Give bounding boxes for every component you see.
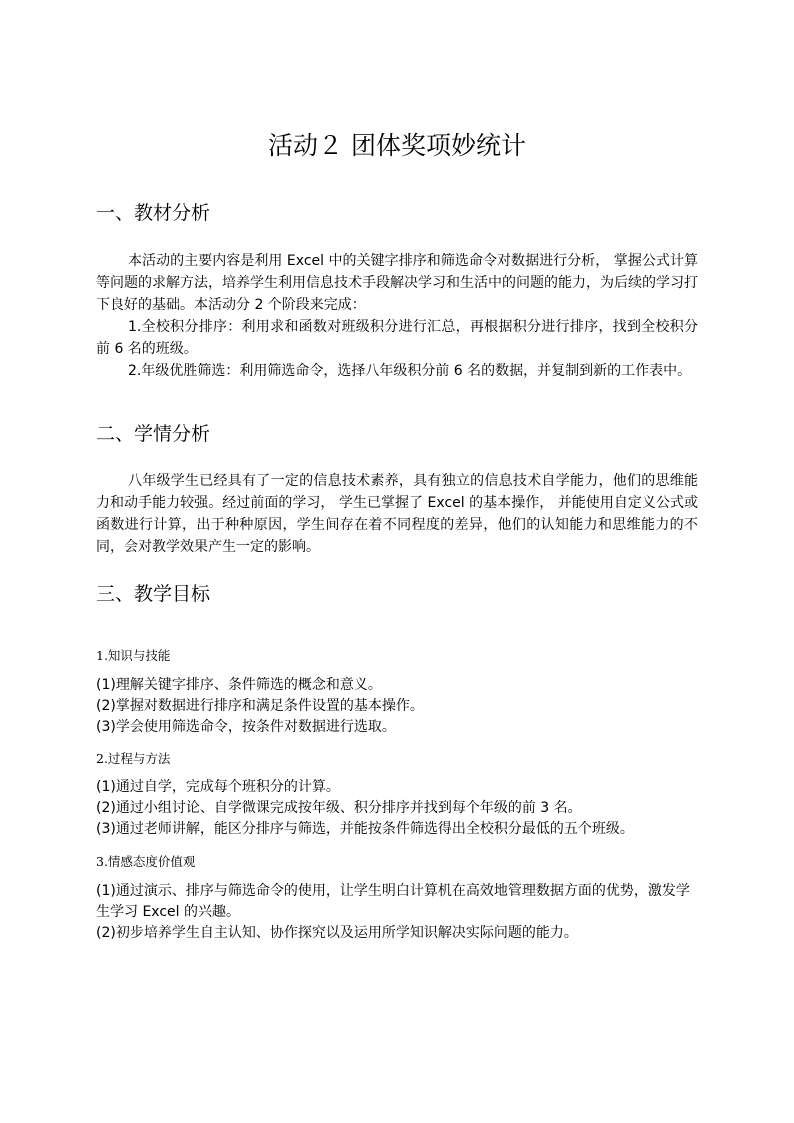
subsection-label-process-methods: 2.过程与方法 [96, 751, 171, 766]
list-item: (3)通过老师讲解，能区分排序与筛选，并能按条件筛选得出全校积分最低的五个班级。 [96, 821, 634, 837]
list-item: (1)通过演示、排序与筛选命令的使用，让学生明白计算机在高效地管理数据方面的优势，激发学生学习 Excel 的兴趣。 [96, 883, 690, 920]
section-body-student-analysis [96, 470, 698, 558]
goal-list-knowledge-skills [96, 675, 700, 738]
document-title: 活动２ 团体奖项妙统计 [268, 131, 526, 160]
paragraph: 2.年级优胜筛选：利用筛选命令，选择八年级积分前 6 名的数据，并复制到新的工作表中。 [128, 363, 692, 379]
list-item: (3)学会使用筛选命令，按条件对数据进行选取。 [96, 719, 396, 735]
section-heading-teaching-goals: 三、教学目标 [96, 583, 211, 605]
goal-list-process-methods [96, 777, 700, 840]
section-body-textbook-analysis [96, 250, 698, 382]
list-item: (1)理解关键字排序、条件筛选的概念和意义。 [96, 677, 382, 693]
section-heading-student-analysis: 二、学情分析 [96, 423, 211, 445]
subsection-label-emotional-values: 3.情感态度价值观 [96, 854, 196, 869]
section-heading-textbook-analysis: 一、教材分析 [96, 202, 211, 224]
paragraph: 本活动的主要内容是利用 Excel 中的关键字排序和筛选命令对数据进行分析， 掌握公式计算等问题的求解方法，培养学生利用信息技术手段解决学习和生活中的问题的能力，为后续的学习打下良好的基础。本活动分 2 个阶段来完成： [96, 253, 698, 313]
list-item: (1)通过自学，完成每个班积分的计算。 [96, 779, 340, 795]
list-item: (2)初步培养学生自主认知、协作探究以及运用所学知识解决实际问题的能力。 [96, 925, 578, 941]
paragraph: 1.全校积分排序：利用求和函数对班级积分进行汇总，再根据积分进行排序，找到全校积分前 6 名的班级。 [96, 319, 698, 357]
subsection-label-knowledge-skills: 1.知识与技能 [96, 648, 171, 663]
list-item: (2)通过小组讨论、自学微课完成按年级、积分排序并找到每个年级的前 3 名。 [96, 800, 582, 816]
list-item: (2)掌握对数据进行排序和满足条件设置的基本操作。 [96, 698, 424, 714]
goal-list-emotional-values [96, 881, 700, 944]
paragraph: 八年级学生已经具有了一定的信息技术素养，具有独立的信息技术自学能力，他们的思维能力和动手能力较强。经过前面的学习， 学生已掌握了 Excel 的基本操作， 并能使用自定义公式或函数进行计算，出于种种原因，学生间存在着不同程度的差异，他们的认知能力和思维能力的不同，会对教学效果产生一定的影响。 [96, 473, 698, 555]
